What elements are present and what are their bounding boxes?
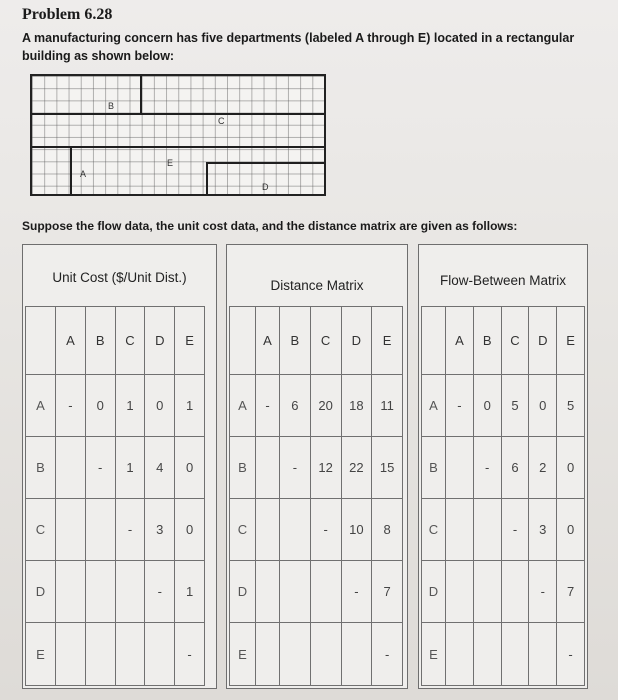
column-header: D [529,307,557,375]
column-header: C [115,307,145,375]
distance-matrix [229,306,403,686]
flow-between-title: Flow-Between Matrix [439,273,567,288]
matrix-cell [473,623,501,686]
row-header: C [230,499,256,561]
matrix-cell: 8 [372,499,403,561]
unit-cost-panel [22,244,217,689]
matrix-corner-cell [230,307,256,375]
matrix-cell [85,499,115,561]
matrix-cell: - [501,499,529,561]
row-header: A [26,375,56,437]
column-header: E [557,307,585,375]
matrix-cell: - [145,561,175,623]
floor-plan-wall [70,146,72,194]
matrix-cell: 5 [557,375,585,437]
matrix-cell: 3 [145,499,175,561]
floor-plan-wall [206,162,324,164]
matrix-cell: - [280,437,311,499]
matrix-cell: 1 [115,437,145,499]
matrix-cell [280,561,311,623]
problem-title: Problem 6.28 [22,6,113,23]
matrix-cell [446,499,474,561]
column-header: B [280,307,311,375]
floor-plan-label-e: E [167,158,174,168]
row-header: C [26,499,56,561]
row-header: C [422,499,446,561]
matrix-cell: 0 [175,499,205,561]
unit-cost-matrix [25,306,205,686]
matrix-cell: 10 [341,499,372,561]
column-header: C [310,307,341,375]
column-header: A [256,307,280,375]
matrix-cell: 0 [85,375,115,437]
matrix-cell [341,623,372,686]
matrix-cell [56,561,86,623]
row-header: D [26,561,56,623]
floor-plan-label-d: D [262,182,269,192]
matrix-cell: 6 [280,375,311,437]
matrix-cell [529,623,557,686]
floor-plan-wall [32,113,324,115]
matrix-cell: - [115,499,145,561]
column-header: E [175,307,205,375]
matrix-cell: - [310,499,341,561]
matrix-cell: - [372,623,403,686]
matrix-cell [280,623,311,686]
matrix-cell: 0 [145,375,175,437]
column-header: B [85,307,115,375]
column-header: A [446,307,474,375]
floor-plan [30,74,326,196]
matrix-cell: 3 [529,499,557,561]
flow-between-panel [418,244,588,689]
matrix-cell [145,623,175,686]
matrix-cell [256,499,280,561]
matrix-cell: 4 [145,437,175,499]
matrix-cell: 12 [310,437,341,499]
matrix-cell: 22 [341,437,372,499]
distance-title: Distance Matrix [270,278,364,293]
matrix-cell: 11 [372,375,403,437]
matrix-cell: 15 [372,437,403,499]
floor-plan-wall [206,162,208,194]
matrix-cell: 7 [372,561,403,623]
matrix-cell [280,499,311,561]
row-header: E [422,623,446,686]
row-header: B [422,437,446,499]
matrix-cell: 0 [557,499,585,561]
matrix-cell [256,561,280,623]
column-header: E [372,307,403,375]
matrix-cell [310,623,341,686]
matrix-cell [446,437,474,499]
row-header: E [230,623,256,686]
floor-plan-label-b: B [108,101,115,111]
row-header: D [230,561,256,623]
matrix-cell [256,437,280,499]
row-header: A [230,375,256,437]
matrix-corner-cell [422,307,446,375]
floor-plan-label-c: C [218,116,225,126]
matrix-cell [85,623,115,686]
matrix-cell [446,561,474,623]
row-header: D [422,561,446,623]
matrix-cell: 1 [175,561,205,623]
matrix-cell: - [175,623,205,686]
matrix-cell: - [56,375,86,437]
matrix-cell: 0 [557,437,585,499]
matrix-cell [56,499,86,561]
matrix-cell: 0 [473,375,501,437]
row-header: E [26,623,56,686]
distance-panel [226,244,408,689]
matrix-cell [115,623,145,686]
matrix-cell: - [473,437,501,499]
matrix-cell: 6 [501,437,529,499]
row-header: B [230,437,256,499]
matrix-cell [85,561,115,623]
matrix-cell: 2 [529,437,557,499]
floor-plan-wall [140,76,142,113]
matrix-cell: 20 [310,375,341,437]
column-header: D [145,307,175,375]
matrix-cell: 5 [501,375,529,437]
matrix-cell [501,561,529,623]
matrix-cell: - [446,375,474,437]
matrix-cell: 1 [115,375,145,437]
matrix-corner-cell [26,307,56,375]
matrix-cell [473,499,501,561]
column-header: D [341,307,372,375]
matrix-cell: 0 [175,437,205,499]
matrix-cell [310,561,341,623]
row-header: B [26,437,56,499]
flow-between-matrix [421,306,585,686]
problem-intro: A manufacturing concern has five departments (labeled A through E) located in a rectangular building as shown below: [22,31,575,63]
floor-plan-label-a: A [80,169,87,179]
column-header: C [501,307,529,375]
matrix-cell: 1 [175,375,205,437]
matrix-cell: - [85,437,115,499]
column-header: B [473,307,501,375]
matrix-cell: 0 [529,375,557,437]
matrix-cell [501,623,529,686]
matrix-cell: - [529,561,557,623]
matrix-cell: - [557,623,585,686]
matrix-cell [56,623,86,686]
matrix-cell [56,437,86,499]
matrix-cell: - [341,561,372,623]
floor-plan-wall [32,146,324,148]
row-header: A [422,375,446,437]
matrix-cell [256,623,280,686]
matrix-cell: - [256,375,280,437]
unit-cost-title: Unit Cost ($/Unit Dist.) [52,270,187,285]
flow-intro-text: Suppose the flow data, the unit cost data, and the distance matrix are given as follows: [22,219,518,233]
matrix-cell [473,561,501,623]
matrix-cell [115,561,145,623]
matrix-cell [446,623,474,686]
matrix-cell: 7 [557,561,585,623]
matrix-cell: 18 [341,375,372,437]
column-header: A [56,307,86,375]
